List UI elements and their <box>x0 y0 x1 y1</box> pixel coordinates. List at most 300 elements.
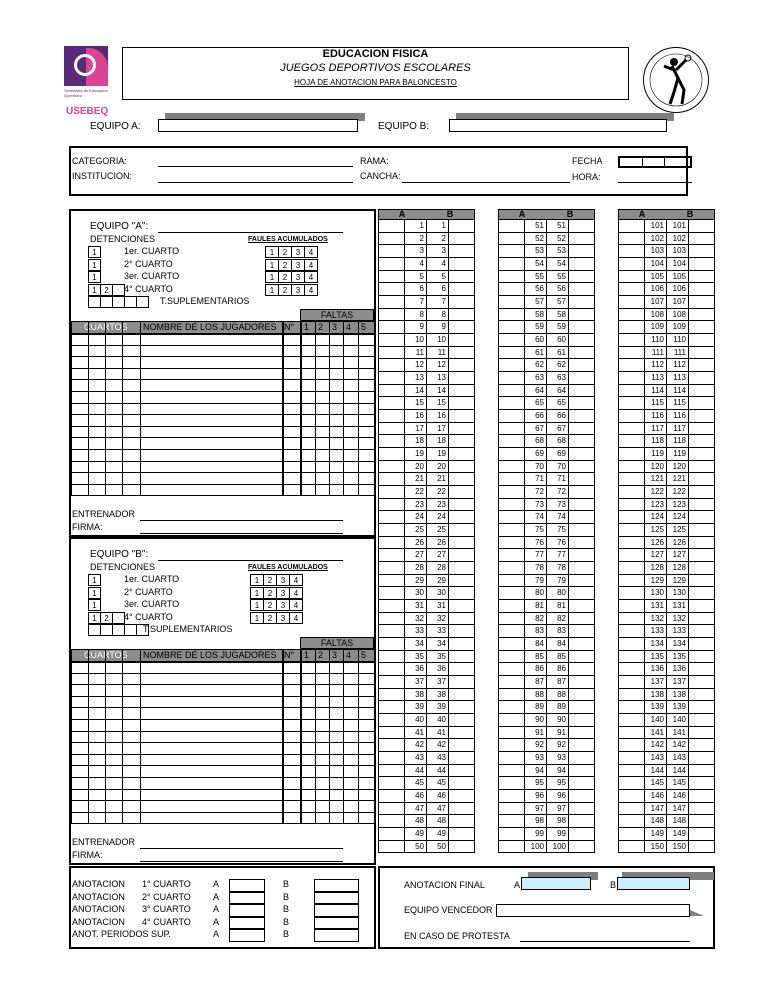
summary-score-a[interactable] <box>229 929 265 942</box>
score-row[interactable] <box>498 271 595 284</box>
score-row[interactable] <box>618 752 715 765</box>
score-cell-b[interactable]: 21 <box>426 473 448 486</box>
score-cell-a[interactable]: 19 <box>404 448 426 461</box>
score-cell-a[interactable]: 62 <box>524 359 546 372</box>
score-row[interactable] <box>498 258 595 271</box>
timeout-box[interactable]: 1 <box>88 599 101 611</box>
score-cell-b[interactable]: 114 <box>666 385 688 398</box>
score-cell-b[interactable]: 46 <box>426 790 448 803</box>
score-cell-b[interactable]: 80 <box>546 587 568 600</box>
score-cell-b[interactable]: 140 <box>666 714 688 727</box>
score-row[interactable] <box>378 397 475 410</box>
score-cell-a[interactable]: 9 <box>404 321 426 334</box>
score-row[interactable] <box>378 676 475 689</box>
score-row[interactable] <box>498 765 595 778</box>
score-cell-a[interactable]: 33 <box>404 625 426 638</box>
score-cell-b[interactable]: 14 <box>426 385 448 398</box>
score-cell-a[interactable]: 67 <box>524 423 546 436</box>
score-row[interactable] <box>378 461 475 474</box>
team-name-line[interactable] <box>158 560 343 561</box>
score-cell-b[interactable]: 15 <box>426 397 448 410</box>
score-cell-b[interactable]: 147 <box>666 803 688 816</box>
score-row[interactable] <box>498 321 595 334</box>
score-cell-a[interactable]: 86 <box>524 663 546 676</box>
score-row[interactable] <box>378 600 475 613</box>
score-cell-a[interactable]: 16 <box>404 410 426 423</box>
score-cell-b[interactable]: 84 <box>546 638 568 651</box>
score-row[interactable] <box>618 448 715 461</box>
score-cell-a[interactable]: 83 <box>524 625 546 638</box>
score-cell-a[interactable]: 42 <box>404 739 426 752</box>
score-cell-a[interactable]: 116 <box>644 410 666 423</box>
score-cell-b[interactable]: 32 <box>426 613 448 626</box>
score-cell-a[interactable]: 57 <box>524 296 546 309</box>
summary-score-a[interactable] <box>229 879 265 892</box>
score-row[interactable] <box>618 271 715 284</box>
team-foul-box[interactable]: 1 <box>265 259 279 271</box>
score-row[interactable] <box>378 410 475 423</box>
score-cell-b[interactable]: 17 <box>426 423 448 436</box>
score-cell-b[interactable]: 113 <box>666 372 688 385</box>
score-cell-a[interactable]: 115 <box>644 397 666 410</box>
score-cell-b[interactable]: 79 <box>546 575 568 588</box>
overtime-timeout-box[interactable] <box>136 296 149 308</box>
score-cell-b[interactable]: 30 <box>426 587 448 600</box>
score-row[interactable] <box>618 575 715 588</box>
score-row[interactable] <box>498 714 595 727</box>
score-cell-b[interactable]: 6 <box>426 283 448 296</box>
score-cell-a[interactable]: 5 <box>404 271 426 284</box>
summary-score-a[interactable] <box>229 904 265 917</box>
score-cell-a[interactable]: 143 <box>644 752 666 765</box>
score-cell-b[interactable]: 122 <box>666 486 688 499</box>
score-row[interactable] <box>498 613 595 626</box>
score-cell-b[interactable]: 28 <box>426 562 448 575</box>
score-cell-b[interactable]: 49 <box>426 828 448 841</box>
score-row[interactable] <box>498 233 595 246</box>
score-row[interactable] <box>378 714 475 727</box>
score-cell-a[interactable]: 14 <box>404 385 426 398</box>
score-cell-a[interactable]: 79 <box>524 575 546 588</box>
score-cell-b[interactable]: 70 <box>546 461 568 474</box>
team-foul-box[interactable]: 1 <box>265 271 279 283</box>
score-row[interactable] <box>618 233 715 246</box>
score-row[interactable] <box>618 473 715 486</box>
score-row[interactable] <box>378 828 475 841</box>
score-cell-b[interactable]: 31 <box>426 600 448 613</box>
score-cell-b[interactable]: 19 <box>426 448 448 461</box>
score-cell-b[interactable]: 68 <box>546 435 568 448</box>
score-cell-b[interactable]: 34 <box>426 638 448 651</box>
score-cell-a[interactable]: 25 <box>404 524 426 537</box>
score-cell-a[interactable]: 35 <box>404 651 426 664</box>
score-row[interactable] <box>378 347 475 360</box>
summary-score-b[interactable] <box>314 904 359 917</box>
score-cell-a[interactable]: 47 <box>404 803 426 816</box>
team-foul-box[interactable]: 4 <box>289 612 303 624</box>
score-cell-a[interactable]: 10 <box>404 334 426 347</box>
team-foul-box[interactable]: 2 <box>263 587 277 599</box>
score-cell-b[interactable]: 52 <box>546 233 568 246</box>
score-cell-b[interactable]: 148 <box>666 815 688 828</box>
score-cell-b[interactable]: 53 <box>546 245 568 258</box>
score-cell-b[interactable]: 24 <box>426 511 448 524</box>
score-row[interactable] <box>378 777 475 790</box>
score-row[interactable] <box>618 790 715 803</box>
score-row[interactable] <box>378 765 475 778</box>
categoria-field[interactable] <box>158 166 353 167</box>
score-cell-b[interactable]: 40 <box>426 714 448 727</box>
score-cell-a[interactable]: 4 <box>404 258 426 271</box>
score-row[interactable] <box>498 777 595 790</box>
score-cell-a[interactable]: 138 <box>644 689 666 702</box>
score-cell-a[interactable]: 108 <box>644 309 666 322</box>
score-cell-a[interactable]: 80 <box>524 587 546 600</box>
score-row[interactable] <box>378 283 475 296</box>
score-cell-a[interactable]: 88 <box>524 689 546 702</box>
score-cell-a[interactable]: 127 <box>644 549 666 562</box>
score-row[interactable] <box>618 777 715 790</box>
score-cell-b[interactable]: 36 <box>426 663 448 676</box>
score-cell-a[interactable]: 123 <box>644 499 666 512</box>
score-cell-a[interactable]: 98 <box>524 815 546 828</box>
score-cell-a[interactable]: 61 <box>524 347 546 360</box>
team-foul-box[interactable]: 3 <box>276 574 290 586</box>
score-cell-b[interactable]: 75 <box>546 524 568 537</box>
score-cell-a[interactable]: 104 <box>644 258 666 271</box>
score-cell-b[interactable]: 96 <box>546 790 568 803</box>
score-cell-a[interactable]: 59 <box>524 321 546 334</box>
score-row[interactable] <box>618 701 715 714</box>
score-cell-a[interactable]: 56 <box>524 283 546 296</box>
summary-score-a[interactable] <box>229 892 265 905</box>
score-cell-a[interactable]: 106 <box>644 283 666 296</box>
team-foul-box[interactable]: 3 <box>291 284 305 296</box>
score-row[interactable] <box>618 600 715 613</box>
score-cell-b[interactable]: 27 <box>426 549 448 562</box>
score-cell-b[interactable]: 102 <box>666 233 688 246</box>
score-cell-a[interactable]: 54 <box>524 258 546 271</box>
score-cell-a[interactable]: 92 <box>524 739 546 752</box>
score-cell-a[interactable]: 44 <box>404 765 426 778</box>
score-cell-a[interactable]: 66 <box>524 410 546 423</box>
score-cell-a[interactable]: 24 <box>404 511 426 524</box>
score-cell-a[interactable]: 39 <box>404 701 426 714</box>
score-cell-b[interactable]: 145 <box>666 777 688 790</box>
score-row[interactable] <box>378 739 475 752</box>
score-row[interactable] <box>618 828 715 841</box>
score-cell-a[interactable]: 149 <box>644 828 666 841</box>
score-row[interactable] <box>498 334 595 347</box>
score-cell-a[interactable]: 120 <box>644 461 666 474</box>
score-cell-b[interactable]: 50 <box>426 841 448 854</box>
score-row[interactable] <box>618 347 715 360</box>
score-cell-b[interactable]: 1 <box>426 220 448 233</box>
score-row[interactable] <box>618 372 715 385</box>
score-cell-a[interactable]: 6 <box>404 283 426 296</box>
score-cell-a[interactable]: 34 <box>404 638 426 651</box>
score-row[interactable] <box>498 600 595 613</box>
score-cell-a[interactable]: 85 <box>524 651 546 664</box>
team-foul-box[interactable]: 1 <box>265 284 279 296</box>
score-cell-b[interactable]: 26 <box>426 537 448 550</box>
score-cell-b[interactable]: 124 <box>666 511 688 524</box>
score-cell-b[interactable]: 65 <box>546 397 568 410</box>
score-cell-a[interactable]: 74 <box>524 511 546 524</box>
score-row[interactable] <box>378 701 475 714</box>
timeout-box[interactable]: 1 <box>88 587 101 599</box>
score-cell-a[interactable]: 53 <box>524 245 546 258</box>
score-cell-b[interactable]: 134 <box>666 638 688 651</box>
score-row[interactable] <box>378 841 475 854</box>
score-cell-a[interactable]: 70 <box>524 461 546 474</box>
score-row[interactable] <box>498 549 595 562</box>
score-cell-b[interactable]: 135 <box>666 651 688 664</box>
score-cell-b[interactable]: 42 <box>426 739 448 752</box>
score-row[interactable] <box>498 309 595 322</box>
score-cell-b[interactable]: 3 <box>426 245 448 258</box>
final-score-a-field[interactable] <box>521 877 591 890</box>
score-cell-b[interactable]: 20 <box>426 461 448 474</box>
score-cell-b[interactable]: 93 <box>546 752 568 765</box>
score-cell-a[interactable]: 128 <box>644 562 666 575</box>
score-row[interactable] <box>498 663 595 676</box>
score-cell-a[interactable]: 7 <box>404 296 426 309</box>
score-cell-a[interactable]: 137 <box>644 676 666 689</box>
score-row[interactable] <box>378 258 475 271</box>
score-cell-a[interactable]: 105 <box>644 271 666 284</box>
score-cell-a[interactable]: 28 <box>404 562 426 575</box>
score-cell-b[interactable]: 85 <box>546 651 568 664</box>
score-row[interactable] <box>498 296 595 309</box>
score-row[interactable] <box>618 676 715 689</box>
score-row[interactable] <box>618 815 715 828</box>
score-cell-b[interactable]: 125 <box>666 524 688 537</box>
score-cell-a[interactable]: 38 <box>404 689 426 702</box>
team-foul-box[interactable]: 1 <box>250 612 264 624</box>
score-cell-a[interactable]: 22 <box>404 486 426 499</box>
firma-field[interactable] <box>140 861 343 862</box>
score-cell-b[interactable]: 112 <box>666 359 688 372</box>
score-cell-b[interactable]: 72 <box>546 486 568 499</box>
score-row[interactable] <box>378 233 475 246</box>
score-cell-a[interactable]: 43 <box>404 752 426 765</box>
score-row[interactable] <box>378 245 475 258</box>
score-cell-b[interactable]: 95 <box>546 777 568 790</box>
score-cell-b[interactable]: 119 <box>666 448 688 461</box>
score-row[interactable] <box>618 511 715 524</box>
score-row[interactable] <box>618 562 715 575</box>
score-cell-a[interactable]: 65 <box>524 397 546 410</box>
score-row[interactable] <box>498 537 595 550</box>
score-row[interactable] <box>618 258 715 271</box>
score-cell-b[interactable]: 74 <box>546 511 568 524</box>
score-cell-a[interactable]: 30 <box>404 587 426 600</box>
team-foul-box[interactable]: 4 <box>304 246 318 258</box>
score-row[interactable] <box>378 271 475 284</box>
team-foul-box[interactable]: 3 <box>276 587 290 599</box>
score-cell-a[interactable]: 58 <box>524 309 546 322</box>
score-cell-a[interactable]: 124 <box>644 511 666 524</box>
fecha-field[interactable] <box>618 156 692 168</box>
score-cell-b[interactable]: 23 <box>426 499 448 512</box>
score-cell-a[interactable]: 125 <box>644 524 666 537</box>
score-row[interactable] <box>498 423 595 436</box>
score-row[interactable] <box>378 385 475 398</box>
score-row[interactable] <box>618 625 715 638</box>
score-cell-b[interactable]: 12 <box>426 359 448 372</box>
score-row[interactable] <box>618 334 715 347</box>
score-cell-b[interactable]: 47 <box>426 803 448 816</box>
score-cell-b[interactable]: 67 <box>546 423 568 436</box>
score-row[interactable] <box>378 511 475 524</box>
score-row[interactable] <box>378 587 475 600</box>
score-cell-a[interactable]: 96 <box>524 790 546 803</box>
score-cell-b[interactable]: 133 <box>666 625 688 638</box>
score-row[interactable] <box>498 461 595 474</box>
score-cell-b[interactable]: 56 <box>546 283 568 296</box>
score-cell-a[interactable]: 139 <box>644 701 666 714</box>
score-row[interactable] <box>378 790 475 803</box>
summary-score-b[interactable] <box>314 879 359 892</box>
score-cell-a[interactable]: 121 <box>644 473 666 486</box>
score-cell-b[interactable]: 129 <box>666 575 688 588</box>
score-cell-a[interactable]: 1 <box>404 220 426 233</box>
score-cell-a[interactable]: 26 <box>404 537 426 550</box>
score-row[interactable] <box>498 359 595 372</box>
score-row[interactable] <box>618 739 715 752</box>
score-row[interactable] <box>498 245 595 258</box>
score-row[interactable] <box>378 575 475 588</box>
score-cell-b[interactable]: 141 <box>666 727 688 740</box>
score-row[interactable] <box>498 372 595 385</box>
score-row[interactable] <box>378 321 475 334</box>
score-cell-b[interactable]: 22 <box>426 486 448 499</box>
score-cell-a[interactable]: 122 <box>644 486 666 499</box>
score-cell-b[interactable]: 9 <box>426 321 448 334</box>
score-cell-a[interactable]: 2 <box>404 233 426 246</box>
score-cell-a[interactable]: 63 <box>524 372 546 385</box>
timeout-box[interactable]: 1 <box>88 612 101 624</box>
score-cell-b[interactable]: 33 <box>426 625 448 638</box>
score-cell-b[interactable]: 144 <box>666 765 688 778</box>
team-foul-box[interactable]: 3 <box>276 612 290 624</box>
score-cell-b[interactable]: 108 <box>666 309 688 322</box>
score-row[interactable] <box>618 663 715 676</box>
score-row[interactable] <box>378 562 475 575</box>
score-cell-a[interactable]: 48 <box>404 815 426 828</box>
score-row[interactable] <box>498 587 595 600</box>
score-cell-a[interactable]: 118 <box>644 435 666 448</box>
score-cell-a[interactable]: 102 <box>644 233 666 246</box>
score-cell-a[interactable]: 142 <box>644 739 666 752</box>
firma-field[interactable] <box>140 533 343 534</box>
team-foul-box[interactable]: 2 <box>263 612 277 624</box>
score-cell-b[interactable]: 35 <box>426 651 448 664</box>
score-cell-b[interactable]: 82 <box>546 613 568 626</box>
score-cell-b[interactable]: 137 <box>666 676 688 689</box>
score-row[interactable] <box>498 815 595 828</box>
timeout-box[interactable]: 1 <box>88 246 101 258</box>
score-cell-a[interactable]: 90 <box>524 714 546 727</box>
score-row[interactable] <box>498 625 595 638</box>
score-row[interactable] <box>498 473 595 486</box>
score-cell-a[interactable]: 144 <box>644 765 666 778</box>
score-cell-b[interactable]: 110 <box>666 334 688 347</box>
score-row[interactable] <box>618 220 715 233</box>
score-cell-b[interactable]: 81 <box>546 600 568 613</box>
team-foul-box[interactable]: 1 <box>265 246 279 258</box>
score-cell-a[interactable]: 64 <box>524 385 546 398</box>
score-row[interactable] <box>498 676 595 689</box>
score-cell-a[interactable]: 71 <box>524 473 546 486</box>
team-foul-box[interactable]: 1 <box>250 574 264 586</box>
score-row[interactable] <box>378 486 475 499</box>
score-row[interactable] <box>498 499 595 512</box>
score-cell-a[interactable]: 21 <box>404 473 426 486</box>
score-row[interactable] <box>378 815 475 828</box>
score-row[interactable] <box>378 309 475 322</box>
score-cell-a[interactable]: 29 <box>404 575 426 588</box>
timeout-box[interactable]: 2 <box>100 612 113 624</box>
score-cell-b[interactable]: 7 <box>426 296 448 309</box>
institucion-field[interactable] <box>158 182 353 183</box>
score-cell-b[interactable]: 100 <box>546 841 568 854</box>
score-row[interactable] <box>378 663 475 676</box>
score-cell-b[interactable]: 90 <box>546 714 568 727</box>
score-cell-b[interactable]: 117 <box>666 423 688 436</box>
score-cell-b[interactable]: 29 <box>426 575 448 588</box>
score-cell-b[interactable]: 64 <box>546 385 568 398</box>
score-row[interactable] <box>378 448 475 461</box>
score-cell-b[interactable]: 120 <box>666 461 688 474</box>
score-cell-a[interactable]: 119 <box>644 448 666 461</box>
score-cell-b[interactable]: 60 <box>546 334 568 347</box>
score-cell-a[interactable]: 37 <box>404 676 426 689</box>
score-row[interactable] <box>618 410 715 423</box>
score-cell-a[interactable]: 113 <box>644 372 666 385</box>
score-cell-a[interactable]: 84 <box>524 638 546 651</box>
score-cell-a[interactable]: 50 <box>404 841 426 854</box>
team-b-field[interactable] <box>449 119 667 132</box>
score-cell-b[interactable]: 73 <box>546 499 568 512</box>
score-row[interactable] <box>378 220 475 233</box>
score-cell-a[interactable]: 3 <box>404 245 426 258</box>
score-cell-b[interactable]: 61 <box>546 347 568 360</box>
score-row[interactable] <box>618 283 715 296</box>
score-row[interactable] <box>618 638 715 651</box>
score-cell-b[interactable]: 126 <box>666 537 688 550</box>
score-cell-b[interactable]: 51 <box>546 220 568 233</box>
score-row[interactable] <box>378 638 475 651</box>
score-cell-b[interactable]: 130 <box>666 587 688 600</box>
hora-field[interactable] <box>618 182 692 183</box>
team-foul-box[interactable]: 2 <box>263 599 277 611</box>
score-row[interactable] <box>618 423 715 436</box>
score-cell-b[interactable]: 116 <box>666 410 688 423</box>
score-cell-b[interactable]: 115 <box>666 397 688 410</box>
score-row[interactable] <box>618 537 715 550</box>
timeout-box[interactable]: 1 <box>88 284 101 296</box>
score-row[interactable] <box>378 334 475 347</box>
score-cell-a[interactable]: 75 <box>524 524 546 537</box>
score-row[interactable] <box>498 841 595 854</box>
score-cell-a[interactable]: 136 <box>644 663 666 676</box>
score-cell-b[interactable]: 78 <box>546 562 568 575</box>
score-cell-b[interactable]: 88 <box>546 689 568 702</box>
score-row[interactable] <box>618 714 715 727</box>
score-cell-a[interactable]: 134 <box>644 638 666 651</box>
